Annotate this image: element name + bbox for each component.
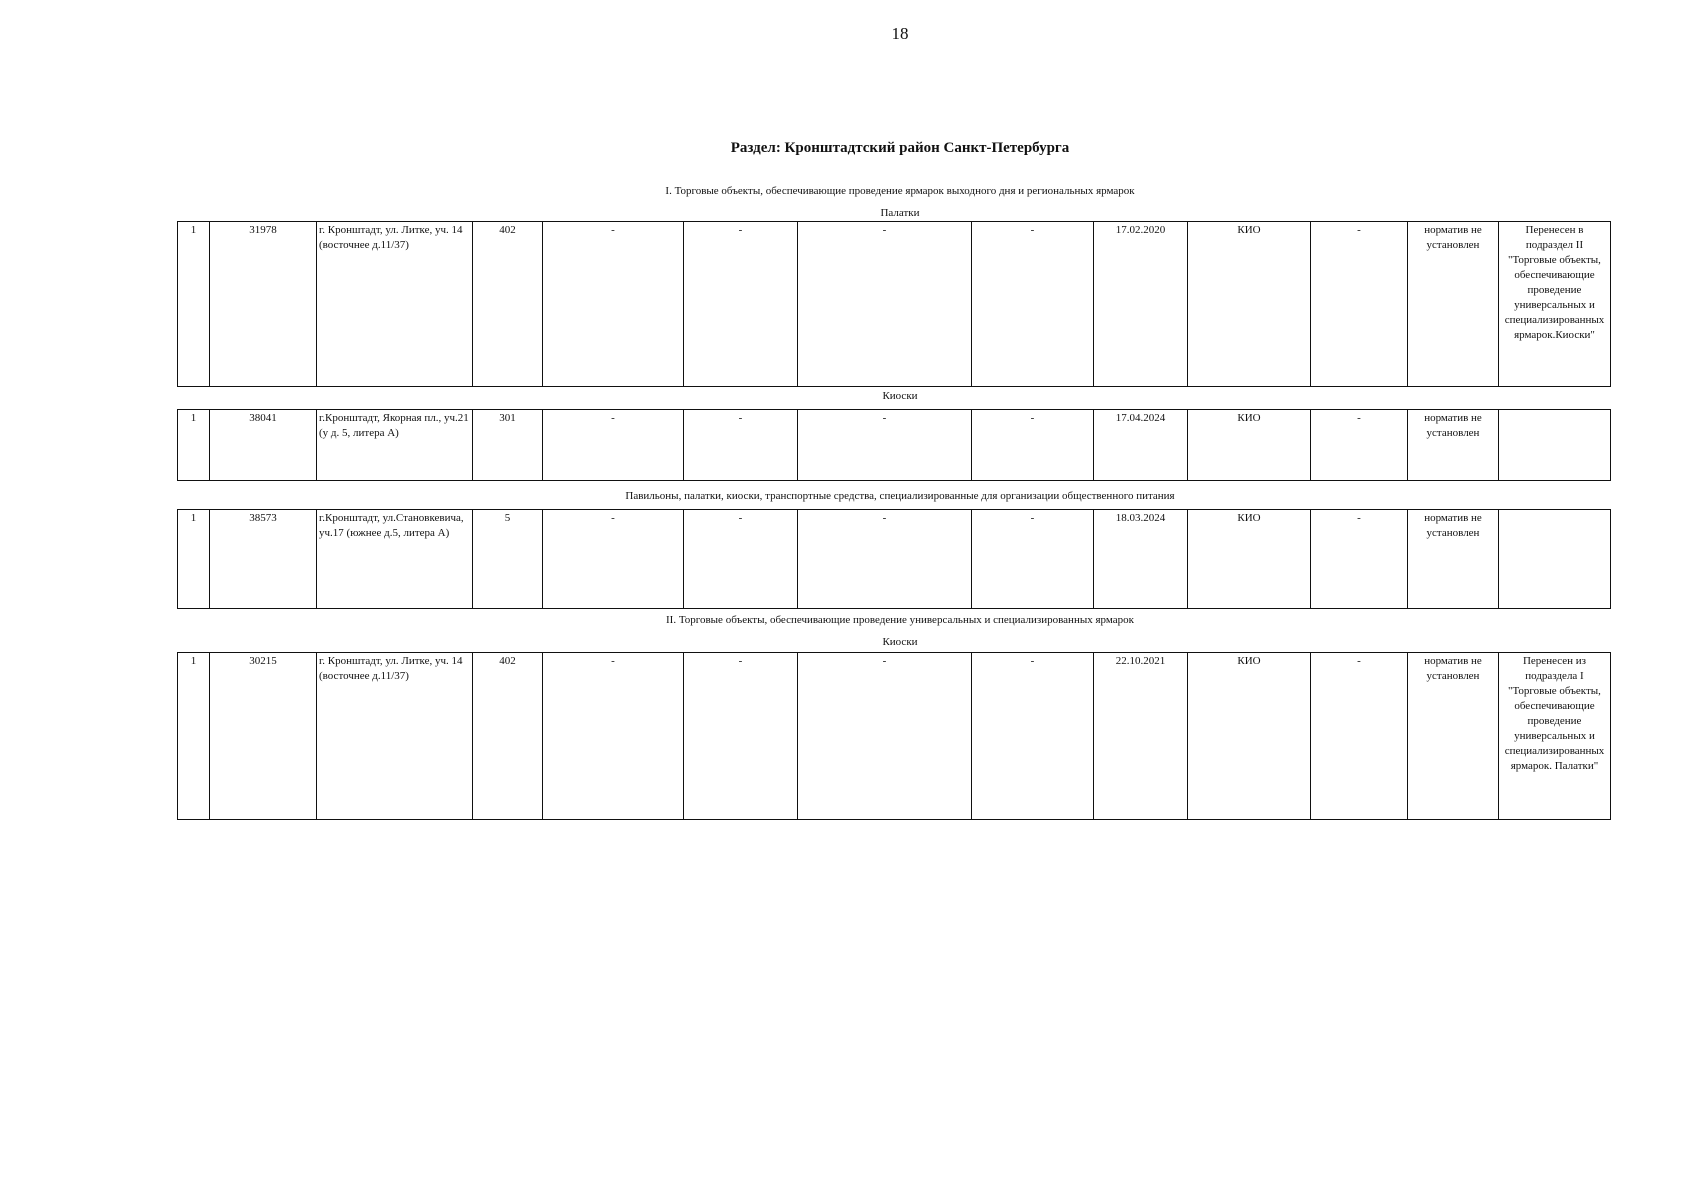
cell-address: г.Кронштадт, ул.Становкевича, уч.17 (южнее д.5, литера А) xyxy=(317,510,473,609)
cell-org: КИО xyxy=(1188,410,1311,481)
cell-col6: - xyxy=(684,653,798,820)
cell-col6: - xyxy=(684,410,798,481)
group-caption: Палатки xyxy=(880,207,920,219)
cell-number: 1 xyxy=(178,410,210,481)
cell-note: Перенесен из подраздела I "Торговые объекты, обеспечивающие проведение универсальных и специализированных ярмарок. Палатки" xyxy=(1499,653,1611,820)
subsection-heading-1: I. Торговые объекты, обеспечивающие проведение ярмарок выходного дня и региональных ярмарок xyxy=(665,185,1135,197)
cell-col8: - xyxy=(972,653,1094,820)
cell-col6: - xyxy=(684,222,798,387)
table-row xyxy=(177,409,1611,481)
group-caption: Павильоны, палатки, киоски, транспортные средства, специализированные для организации общественного питания xyxy=(625,490,1175,502)
cell-org: КИО xyxy=(1188,510,1311,609)
cell-area: 5 xyxy=(473,510,543,609)
cell-id: 31978 xyxy=(210,222,317,387)
cell-col7: - xyxy=(798,410,972,481)
group-caption: Киоски xyxy=(882,390,918,402)
cell-id: 38041 xyxy=(210,410,317,481)
cell-note xyxy=(1499,410,1611,481)
cell-col7: - xyxy=(798,653,972,820)
cell-date: 22.10.2021 xyxy=(1094,653,1188,820)
cell-col8: - xyxy=(972,222,1094,387)
cell-col11: - xyxy=(1311,510,1408,609)
cell-org: КИО xyxy=(1188,222,1311,387)
cell-col8: - xyxy=(972,410,1094,481)
cell-address: г. Кронштадт, ул. Литке, уч. 14 (восточнее д.11/37) xyxy=(317,653,473,820)
cell-date: 17.04.2024 xyxy=(1094,410,1188,481)
cell-note xyxy=(1499,510,1611,609)
cell-area: 301 xyxy=(473,410,543,481)
cell-col11: - xyxy=(1311,653,1408,820)
cell-org: КИО xyxy=(1188,653,1311,820)
cell-number: 1 xyxy=(178,222,210,387)
cell-norm: норматив не установлен xyxy=(1408,653,1499,820)
cell-area: 402 xyxy=(473,653,543,820)
cell-address: г. Кронштадт, ул. Литке, уч. 14 (восточнее д.11/37) xyxy=(317,222,473,387)
cell-norm: норматив не установлен xyxy=(1408,222,1499,387)
cell-col6: - xyxy=(684,510,798,609)
cell-col5: - xyxy=(543,653,684,820)
cell-address: г.Кронштадт, Якорная пл., уч.21 (у д. 5, литера А) xyxy=(317,410,473,481)
cell-col11: - xyxy=(1311,222,1408,387)
cell-col7: - xyxy=(798,222,972,387)
cell-date: 17.02.2020 xyxy=(1094,222,1188,387)
cell-col11: - xyxy=(1311,410,1408,481)
table-row xyxy=(177,221,1611,387)
table-row xyxy=(177,509,1611,609)
subsection-heading-2: II. Торговые объекты, обеспечивающие проведение универсальных и специализированных ярмарок xyxy=(666,614,1134,626)
cell-area: 402 xyxy=(473,222,543,387)
section-title: Раздел: Кронштадтский район Санкт-Петербурга xyxy=(730,140,1070,156)
cell-norm: норматив не установлен xyxy=(1408,410,1499,481)
cell-col5: - xyxy=(543,222,684,387)
cell-col8: - xyxy=(972,510,1094,609)
cell-col5: - xyxy=(543,410,684,481)
cell-norm: норматив не установлен xyxy=(1408,510,1499,609)
page-number: 18 xyxy=(891,24,909,43)
group-caption: Киоски xyxy=(882,636,918,648)
cell-number: 1 xyxy=(178,510,210,609)
cell-note: Перенесен в подраздел II "Торговые объекты, обеспечивающие проведение универсальных и специализированных ярмарок.Киоски" xyxy=(1499,222,1611,387)
table-row xyxy=(177,652,1611,820)
cell-col5: - xyxy=(543,510,684,609)
cell-id: 30215 xyxy=(210,653,317,820)
cell-number: 1 xyxy=(178,653,210,820)
cell-col7: - xyxy=(798,510,972,609)
cell-id: 38573 xyxy=(210,510,317,609)
cell-date: 18.03.2024 xyxy=(1094,510,1188,609)
